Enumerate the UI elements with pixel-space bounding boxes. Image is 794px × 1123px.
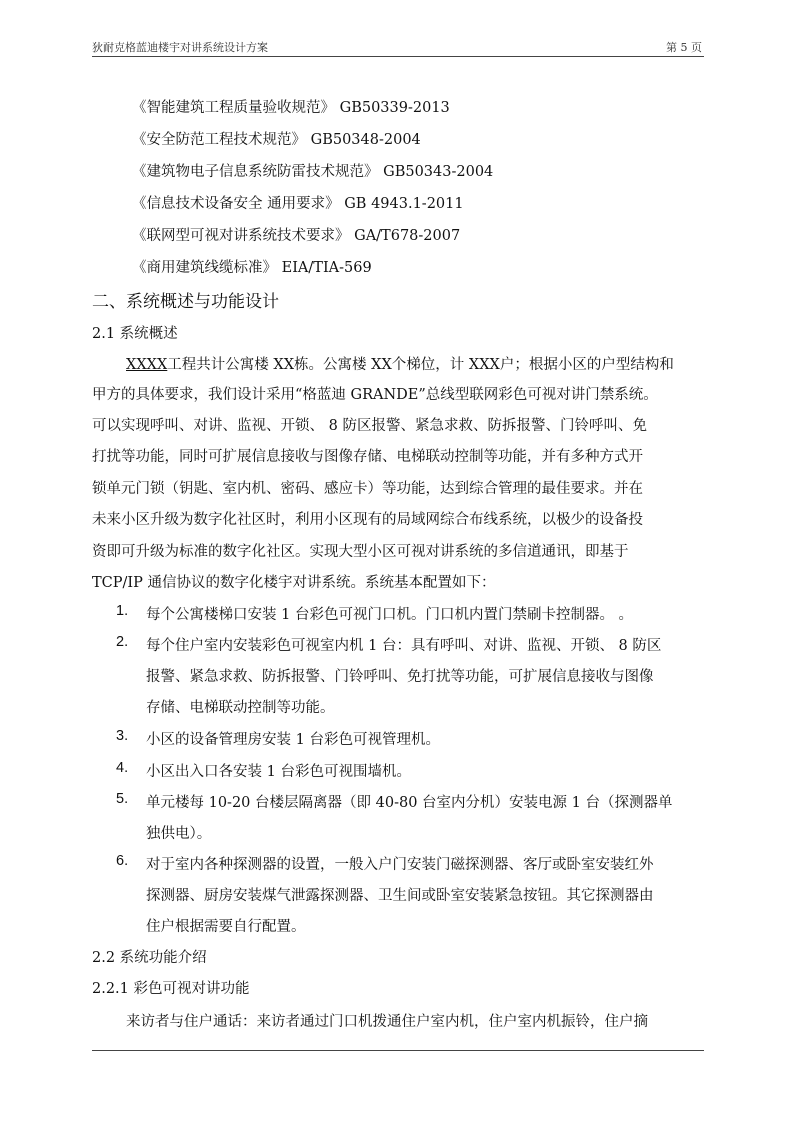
standard-4: 《信息技术设备安全 通用要求》 GB 4943.1-2011 xyxy=(132,196,464,212)
list-item: 每个公寓楼梯口安装 1 台彩色可视门口机。门口机内置门禁刷卡控制器。 。 xyxy=(146,607,634,623)
list-item-cont: 住户根据需要自行配置。 xyxy=(146,919,306,935)
list-item: 对于室内各种探测器的设置，一般入户门安装门磁探测器、客厅或卧室安装红外 xyxy=(146,857,654,873)
paragraph-line: TCP/IP 通信协议的数字化楼宇对讲系统。系统基本配置如下： xyxy=(92,575,496,591)
list-number: 5. xyxy=(116,791,129,807)
list-item-cont: 存储、电梯联动控制等功能。 xyxy=(146,700,335,716)
standard-2: 《安全防范工程技术规范》 GB50348-2004 xyxy=(132,132,421,148)
underlined-placeholder: XXXX xyxy=(126,357,168,373)
paragraph-line: 未来小区升级为数字化社区时，利用小区现有的局域网综合布线系统，以极少的设备投 xyxy=(92,512,643,528)
list-item: 单元楼每 10-20 台楼层隔离器（即 40-80 台室内分机）安装电源 1 台（探测器单 xyxy=(146,795,673,811)
page-header xyxy=(92,36,704,57)
list-item: 小区的设备管理房安装 1 台彩色可视管理机。 xyxy=(146,732,440,748)
footer-rule xyxy=(92,1050,704,1051)
paragraph-line: 来访者与住户通话：来访者通过门口机拨通住户室内机，住户室内机振铃，住户摘 xyxy=(126,1014,648,1030)
list-number: 6. xyxy=(116,853,129,869)
list-item: 小区出入口各安装 1 台彩色可视围墙机。 xyxy=(146,764,411,780)
page-number: 第 5 页 xyxy=(666,41,702,54)
paragraph-line: 资即可升级为标准的数字化社区。实现大型小区可视对讲系统的多信道通讯，即基于 xyxy=(92,544,629,560)
list-item-cont: 探测器、厨房安装煤气泄露探测器、卫生间或卧室安装紧急按钮。其它探测器由 xyxy=(146,888,654,904)
paragraph-line: XXXX工程共计公寓楼 XX栋。公寓楼 XX个梯位，计 XXX户；根据小区的户型结构和 xyxy=(126,357,674,373)
subsection-heading: 2.1 系统概述 xyxy=(92,326,178,342)
list-number: 4. xyxy=(116,760,129,776)
subsection-heading: 2.2 系统功能介绍 xyxy=(92,950,207,966)
standard-3: 《建筑物电子信息系统防雷技术规范》 GB50343-2004 xyxy=(132,164,494,180)
list-item-cont: 报警、紧急求救、防拆报警、门铃呼叫、免打扰等功能，可扩展信息接收与图像 xyxy=(146,669,654,685)
list-item-cont: 独供电）。 xyxy=(146,826,212,842)
subsubsection-heading: 2.2.1 彩色可视对讲功能 xyxy=(92,981,250,997)
standard-1: 《智能建筑工程质量验收规范》 GB50339-2013 xyxy=(132,100,450,116)
list-number: 3. xyxy=(116,728,129,744)
paragraph-line: 甲方的具体要求，我们设计采用“格蓝迪 GRANDE”总线型联网彩色可视对讲门禁系统。 xyxy=(92,387,658,403)
standard-5: 《联网型可视对讲系统技术要求》 GA/T678-2007 xyxy=(132,228,461,244)
paragraph-line: 可以实现呼叫、对讲、监视、开锁、 8 防区报警、紧急求救、防拆报警、门铃呼叫、免 xyxy=(92,418,647,434)
standard-6: 《商用建筑线缆标准》 EIA/TIA-569 xyxy=(132,260,372,276)
list-item: 每个住户室内安装彩色可视室内机 1 台：具有呼叫、对讲、监视、开锁、 8 防区 xyxy=(146,638,662,654)
section-heading: 二、系统概述与功能设计 xyxy=(92,292,279,312)
paragraph-line: 打扰等功能，同时可扩展信息接收与图像存储、电梯联动控制等功能，并有多种方式开 xyxy=(92,449,643,465)
paragraph-line: 锁单元门锁（钥匙、室内机、密码、感应卡）等功能，达到综合管理的最佳要求。并在 xyxy=(92,481,643,497)
header-title: 狄耐克格蓝迪楼宇对讲系统设计方案 xyxy=(92,41,268,54)
list-number: 1. xyxy=(116,603,129,619)
list-number: 2. xyxy=(116,634,129,650)
